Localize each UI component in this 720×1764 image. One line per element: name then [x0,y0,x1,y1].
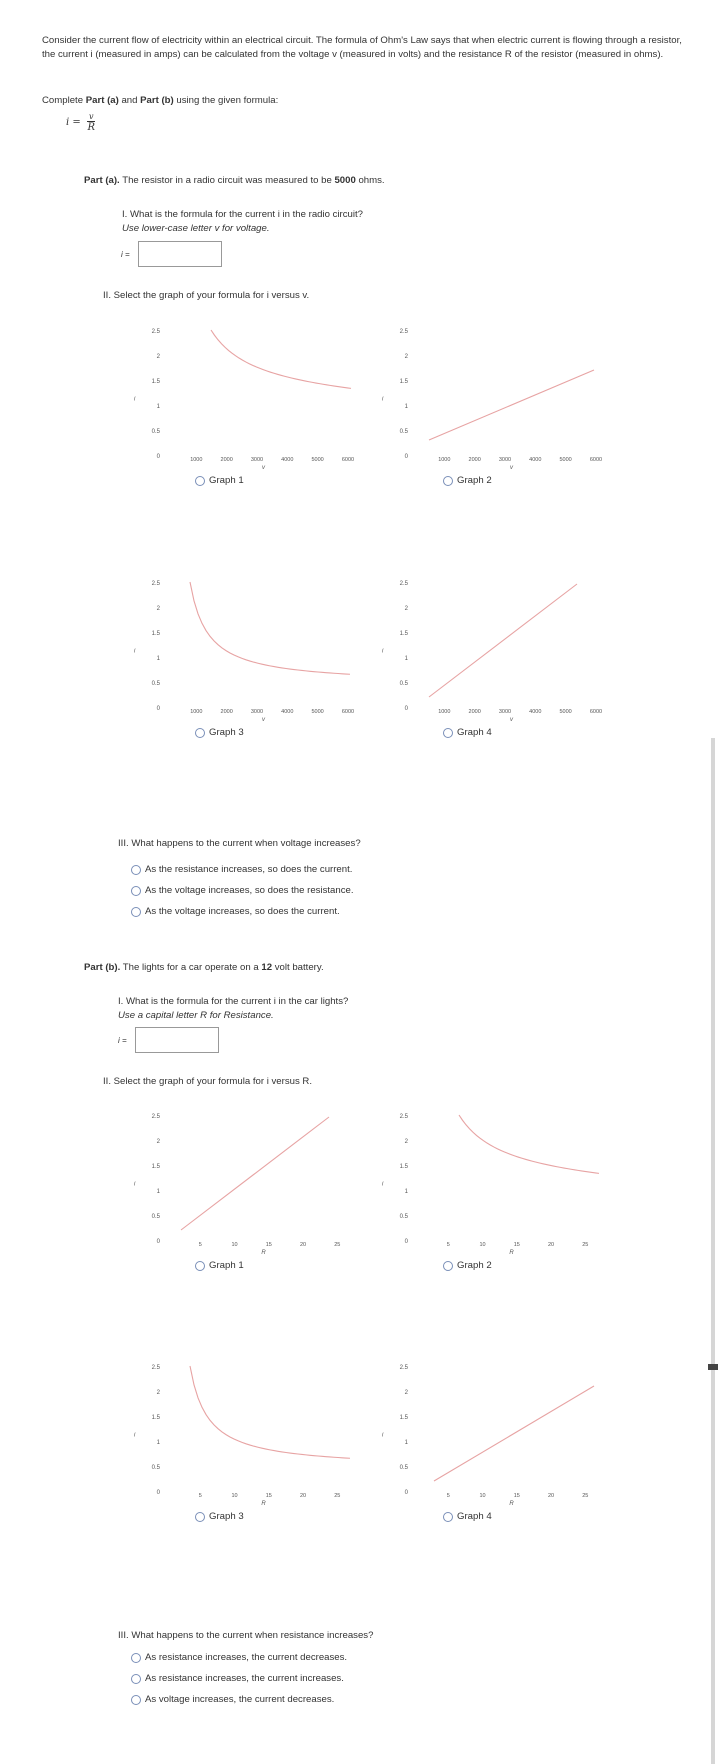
part-a-heading: Part (a). The resistor in a radio circuit was measured to be 5000 ohms. [84,175,385,186]
y-tick-label: 1.5 [399,1415,408,1421]
part-a-option-1[interactable]: As the resistance increases, so does the current. [131,864,352,875]
x-tick-label: 4000 [281,709,294,715]
x-tick-label: 15 [265,1493,272,1499]
radio-button[interactable] [195,1512,205,1522]
x-tick-label: 1000 [190,457,203,463]
y-tick-label: 2.5 [399,1114,408,1120]
part-a-answer-input[interactable] [138,241,222,267]
y-tick-label: 0 [404,454,408,460]
part-a-option-3[interactable]: As the voltage increases, so does the current. [131,906,340,917]
y-tick-label: 0 [404,1239,408,1245]
x-tick-label: 2000 [468,457,481,463]
x-axis-label: v [262,465,265,470]
y-tick-label: 0 [156,454,160,460]
y-tick-label: 0.5 [151,1465,160,1471]
part-a-hint: Use lower-case letter v for voltage. [122,223,270,234]
x-tick-label: 6000 [589,457,603,463]
x-tick-label: 5000 [559,457,572,463]
x-tick-label: 10 [231,1493,238,1499]
y-axis-label: i [382,1432,384,1439]
x-tick-label: 20 [547,1493,555,1499]
y-tick-label: 0.5 [399,1465,408,1471]
part-a-graph-2 [376,320,606,510]
x-tick-label: 20 [299,1242,307,1248]
curve-line [211,330,351,388]
instructions: Complete Part (a) and Part (b) using the given formula: [42,95,279,106]
part-a-question-2: II. Select the graph of your formula for i versus v. [103,290,310,301]
x-tick-label: 6000 [341,709,355,715]
y-tick-label: 1 [156,656,160,662]
y-tick-label: 0 [404,706,408,712]
radio-button[interactable] [443,1261,453,1271]
graph-label: Graph 4 [457,1511,492,1522]
radio-button[interactable] [195,728,205,738]
y-tick-label: 2.5 [399,1365,408,1371]
part-b-answer-label: i = [118,1036,127,1045]
x-tick-label: 15 [513,1493,520,1499]
y-tick-label: 0 [156,1490,160,1496]
part-a-graph-3 [128,572,358,762]
y-tick-label: 2.5 [399,329,408,335]
graph-label: Graph 3 [209,1511,244,1522]
x-tick-label: 3000 [498,457,512,463]
part-b-graph-1-plot [128,1105,358,1255]
y-tick-label: 1 [404,1440,408,1446]
x-tick-label: 2000 [468,709,481,715]
radio-button[interactable] [131,907,141,917]
x-tick-label: 25 [334,1493,341,1499]
x-tick-label: 1000 [438,709,451,715]
x-tick-label: 20 [547,1242,555,1248]
y-tick-label: 1.5 [151,379,160,385]
x-tick-label: 4000 [529,709,542,715]
y-tick-label: 1.5 [399,379,408,385]
part-b-question-2: II. Select the graph of your formula for i versus R. [103,1076,313,1087]
y-tick-label: 1 [156,1189,160,1195]
part-b-question-3: III. What happens to the current when resistance increases? [118,1630,374,1641]
y-tick-label: 0.5 [399,429,408,435]
part-b-graph-4-radio[interactable] [443,1511,492,1522]
y-tick-label: 2 [404,1390,408,1396]
part-b-graph-2-radio[interactable] [443,1260,492,1271]
part-b-heading: Part (b). The lights for a car operate on a 12 volt battery. [84,962,324,973]
x-tick-label: 2000 [220,457,233,463]
x-tick-label: 15 [265,1242,272,1248]
y-tick-label: 2.5 [151,1114,160,1120]
part-b-option-3[interactable]: As voltage increases, the current decreases. [131,1694,334,1705]
x-axis-label: v [510,717,513,722]
y-tick-label: 0 [156,706,160,712]
y-tick-label: 0.5 [151,681,160,687]
part-a-graph-1-plot [128,320,358,470]
y-axis-label: i [134,1432,136,1439]
x-tick-label: 5000 [311,457,324,463]
x-tick-label: 25 [582,1242,589,1248]
y-axis-label: i [134,648,136,655]
radio-button[interactable] [131,886,141,896]
curve-line [434,1386,594,1481]
x-axis-label: v [510,465,513,470]
y-tick-label: 1 [404,404,408,410]
scrollbar-track[interactable] [711,738,715,1764]
radio-button[interactable] [443,1512,453,1522]
curve-line [181,1117,329,1230]
y-tick-label: 2 [156,1390,160,1396]
curve-line [190,1366,350,1458]
y-axis-label: i [134,396,136,403]
y-tick-label: 1 [156,1440,160,1446]
y-tick-label: 0.5 [151,1214,160,1220]
x-axis-label: R [509,1250,514,1255]
x-tick-label: 2000 [220,709,233,715]
y-tick-label: 2 [156,1139,160,1145]
x-axis-label: R [509,1501,514,1506]
x-tick-label: 4000 [281,457,294,463]
radio-button[interactable] [131,1695,141,1705]
x-tick-label: 10 [231,1242,238,1248]
part-b-hint: Use a capital letter R for Resistance. [118,1010,274,1021]
y-tick-label: 2 [156,606,160,612]
x-tick-label: 3000 [250,709,264,715]
y-tick-label: 2 [156,354,160,360]
x-axis-label: R [261,1250,266,1255]
x-tick-label: 1000 [438,457,451,463]
curve-line [429,584,577,697]
part-a-graph-4-radio[interactable] [443,727,492,738]
graph-label: Graph 2 [457,475,492,486]
part-b-graph-3-plot [128,1356,358,1506]
part-a-graph-2-plot [376,320,606,470]
part-b-option-1[interactable]: As resistance increases, the current decreases. [131,1652,347,1663]
part-b-graph-3-radio[interactable] [195,1511,244,1522]
x-axis-label: R [261,1501,266,1506]
y-tick-label: 1.5 [151,1415,160,1421]
part-a-graph-3-plot [128,572,358,722]
problem-intro [42,34,682,61]
y-tick-label: 1 [404,656,408,662]
y-axis-label: i [382,396,384,403]
x-tick-label: 1000 [190,709,203,715]
y-tick-label: 0 [404,1490,408,1496]
curve-line [190,582,350,674]
part-b-answer-input[interactable] [135,1027,219,1053]
y-tick-label: 1.5 [151,631,160,637]
y-tick-label: 1 [404,1189,408,1195]
y-tick-label: 0.5 [151,429,160,435]
part-b-graph-4-plot [376,1356,606,1506]
x-tick-label: 5000 [311,709,324,715]
part-b-graph-4 [376,1356,606,1546]
y-axis-label: i [382,648,384,655]
y-tick-label: 1.5 [151,1164,160,1170]
part-b-graph-1-radio[interactable] [195,1260,244,1271]
part-b-graph-2 [376,1105,606,1295]
x-tick-label: 3000 [498,709,512,715]
radio-button[interactable] [131,865,141,875]
part-a-option-2[interactable]: As the voltage increases, so does the resistance. [131,885,354,896]
x-tick-label: 10 [479,1242,486,1248]
y-tick-label: 0 [156,1239,160,1245]
part-a-graph-4-plot [376,572,606,722]
y-tick-label: 2.5 [151,581,160,587]
x-tick-label: 3000 [250,457,264,463]
x-tick-label: 4000 [529,457,542,463]
x-tick-label: 5 [198,1493,202,1499]
part-a-graph-3-radio[interactable] [195,727,244,738]
x-tick-label: 20 [299,1493,307,1499]
part-a-answer-label: i = [121,250,130,259]
part-b-graph-2-plot [376,1105,606,1255]
x-tick-label: 10 [479,1493,486,1499]
y-tick-label: 0.5 [399,1214,408,1220]
y-tick-label: 2 [404,606,408,612]
y-tick-label: 0.5 [399,681,408,687]
part-a-question-3: III. What happens to the current when voltage increases? [118,838,361,849]
y-tick-label: 2 [404,1139,408,1145]
intro-text: Consider the current flow of electricity within an electrical circuit. The formula of Ohm's Law says that when electric current is flowing through a resistor, the current i (measured in amps) can be calculated from the voltage v (measured in volts) and the resistance R of the resistor (measured in ohms). [42,35,682,60]
x-tick-label: 5 [198,1242,202,1248]
graph-label: Graph 3 [209,727,244,738]
x-tick-label: 6000 [341,457,355,463]
part-a-graph-1-radio[interactable] [195,475,244,486]
x-tick-label: 5000 [559,709,572,715]
graph-label: Graph 1 [209,1260,244,1271]
radio-button[interactable] [131,1674,141,1684]
radio-button[interactable] [443,476,453,486]
radio-button[interactable] [443,728,453,738]
graph-label: Graph 1 [209,475,244,486]
y-tick-label: 2 [404,354,408,360]
part-b-graph-1 [128,1105,358,1295]
part-a-graph-2-radio[interactable] [443,475,492,486]
y-tick-label: 2.5 [399,581,408,587]
x-tick-label: 6000 [589,709,603,715]
radio-button[interactable] [195,1261,205,1271]
curve-line [429,370,594,440]
x-tick-label: 5 [446,1242,450,1248]
graph-label: Graph 4 [457,727,492,738]
y-tick-label: 1 [156,404,160,410]
part-b-graph-3 [128,1356,358,1546]
x-tick-label: 25 [582,1493,589,1499]
part-b-question-1: I. What is the formula for the current i in the car lights? [118,996,349,1007]
part-a-graph-4 [376,572,606,762]
y-tick-label: 1.5 [399,1164,408,1170]
part-b-option-2[interactable]: As resistance increases, the current increases. [131,1673,344,1684]
y-tick-label: 2.5 [151,329,160,335]
x-axis-label: v [262,717,265,722]
y-tick-label: 1.5 [399,631,408,637]
part-a-question-1: I. What is the formula for the current i in the radio circuit? [122,209,364,220]
curve-line [459,1115,599,1173]
x-tick-label: 25 [334,1242,341,1248]
scrollbar-thumb[interactable] [708,1364,718,1370]
radio-button[interactable] [195,476,205,486]
y-axis-label: i [134,1181,136,1188]
radio-button[interactable] [131,1653,141,1663]
graph-label: Graph 2 [457,1260,492,1271]
y-tick-label: 2.5 [151,1365,160,1371]
x-tick-label: 15 [513,1242,520,1248]
x-tick-label: 5 [446,1493,450,1499]
part-a-graph-1 [128,320,358,510]
ohms-law-formula: i = $\frac{v}{R}$ [66,112,95,133]
y-axis-label: i [382,1181,384,1188]
